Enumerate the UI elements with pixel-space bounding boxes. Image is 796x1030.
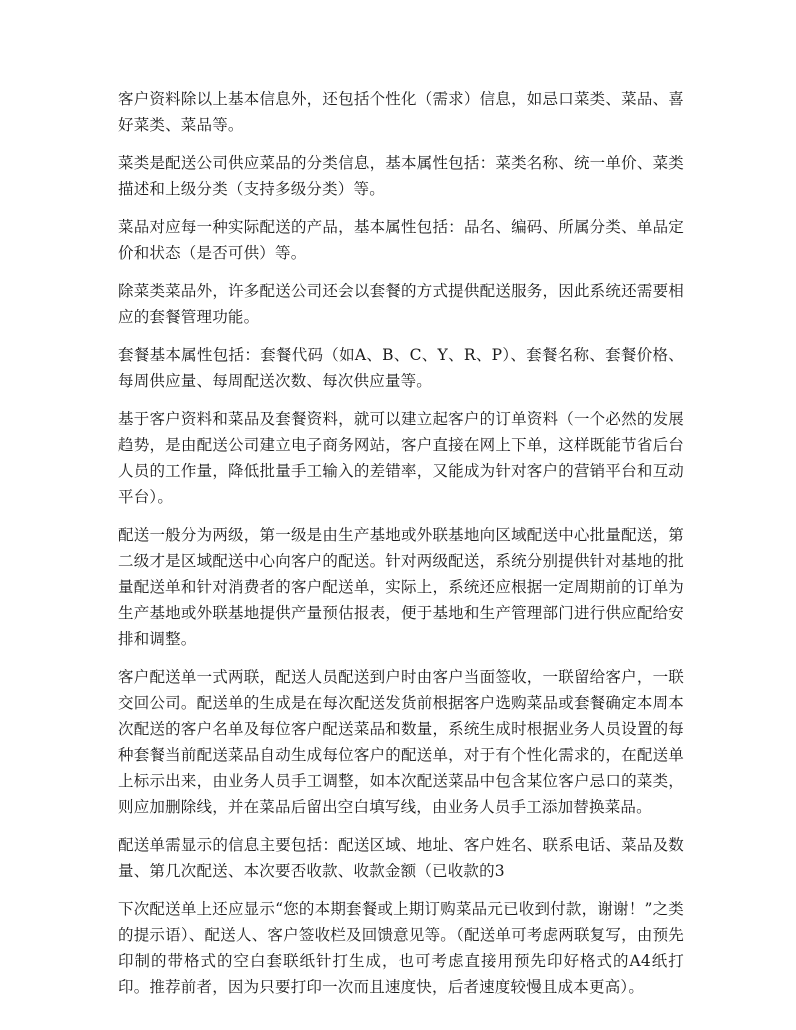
- paragraph-delivery-slip: 客户配送单一式两联，配送人员配送到户时由客户当面签收，一联留给客户，一联交回公司。配送单的生成是在每次配送发货前根据客户选购菜品或套餐确定本周本次配送的客户名单及每位客户配送菜品和数量，系统生成时根据业务人员设置的每种套餐当前配送菜品自动生成每位客户的配送单，对于有个性化需求的，在配送单上标示出来，由业务人员手工调整，如本次配送菜品中包含某位客户忌口的菜类，则应加删除线，并在菜品后留出空白填写线，由业务人员手工添加替换菜品。: [118, 668, 684, 816]
- paragraph-customer-preferences: 客户资料除以上基本信息外，还包括个性化（需求）信息，如忌口菜类、菜品、喜好菜类、菜品等。: [118, 90, 684, 134]
- document-body: [118, 86, 684, 1012]
- paragraph-slip-printing: 下次配送单上还应显示“您的本期套餐或上期订购菜品元已收到付款，谢谢！”之类的提示语）、配送人、客户签收栏及回馈意见等。（配送单可考虑两联复写，由预先印制的带格式的空白套联纸针打生成，也可考虑直接用预先印好格式的A4纸打印。推荐前者，因为只要打印一次而且速度快，后者速度较慢且成本更高）。: [118, 900, 684, 996]
- paragraph-two-level-delivery: 配送一般分为两级，第一级是由生产基地或外联基地向区域配送中心批量配送，第二级才是区域配送中心向客户的配送。针对两级配送，系统分别提供针对基地的批量配送单和针对消费者的客户配送单，实际上，系统还应根据一定周期前的订单为生产基地或外联基地提供产量预估报表，便于基地和生产管理部门进行供应配给安排和调整。: [118, 526, 684, 648]
- paragraph-dish-category: 菜类是配送公司供应菜品的分类信息，基本属性包括：菜类名称、统一单价、菜类描述和上级分类（支持多级分类）等。: [118, 154, 684, 198]
- paragraph-slip-info: 配送单需显示的信息主要包括：配送区域、地址、客户姓名、联系电话、菜品及数量、第几次配送、本次要否收款、收款金额（已收款的3: [118, 836, 684, 880]
- paragraph-package-intro: 除菜类菜品外，许多配送公司还会以套餐的方式提供配送服务，因此系统还需要相应的套餐管理功能。: [118, 282, 684, 326]
- paragraph-dish-item: 菜品对应每一种实际配送的产品，基本属性包括：品名、编码、所属分类、单品定价和状态（是否可供）等。: [118, 218, 684, 262]
- paragraph-order-data: 基于客户资料和菜品及套餐资料，就可以建立起客户的订单资料（一个必然的发展趋势，是由配送公司建立电子商务网站，客户直接在网上下单，这样既能节省后台人员的工作量，降低批量手工输入的差错率，又能成为针对客户的营销平台和互动平台）。: [118, 410, 684, 506]
- paragraph-package-attributes: 套餐基本属性包括：套餐代码（如A、B、C、Y、R、P）、套餐名称、套餐价格、每周供应量、每周配送次数、每次供应量等。: [118, 346, 684, 390]
